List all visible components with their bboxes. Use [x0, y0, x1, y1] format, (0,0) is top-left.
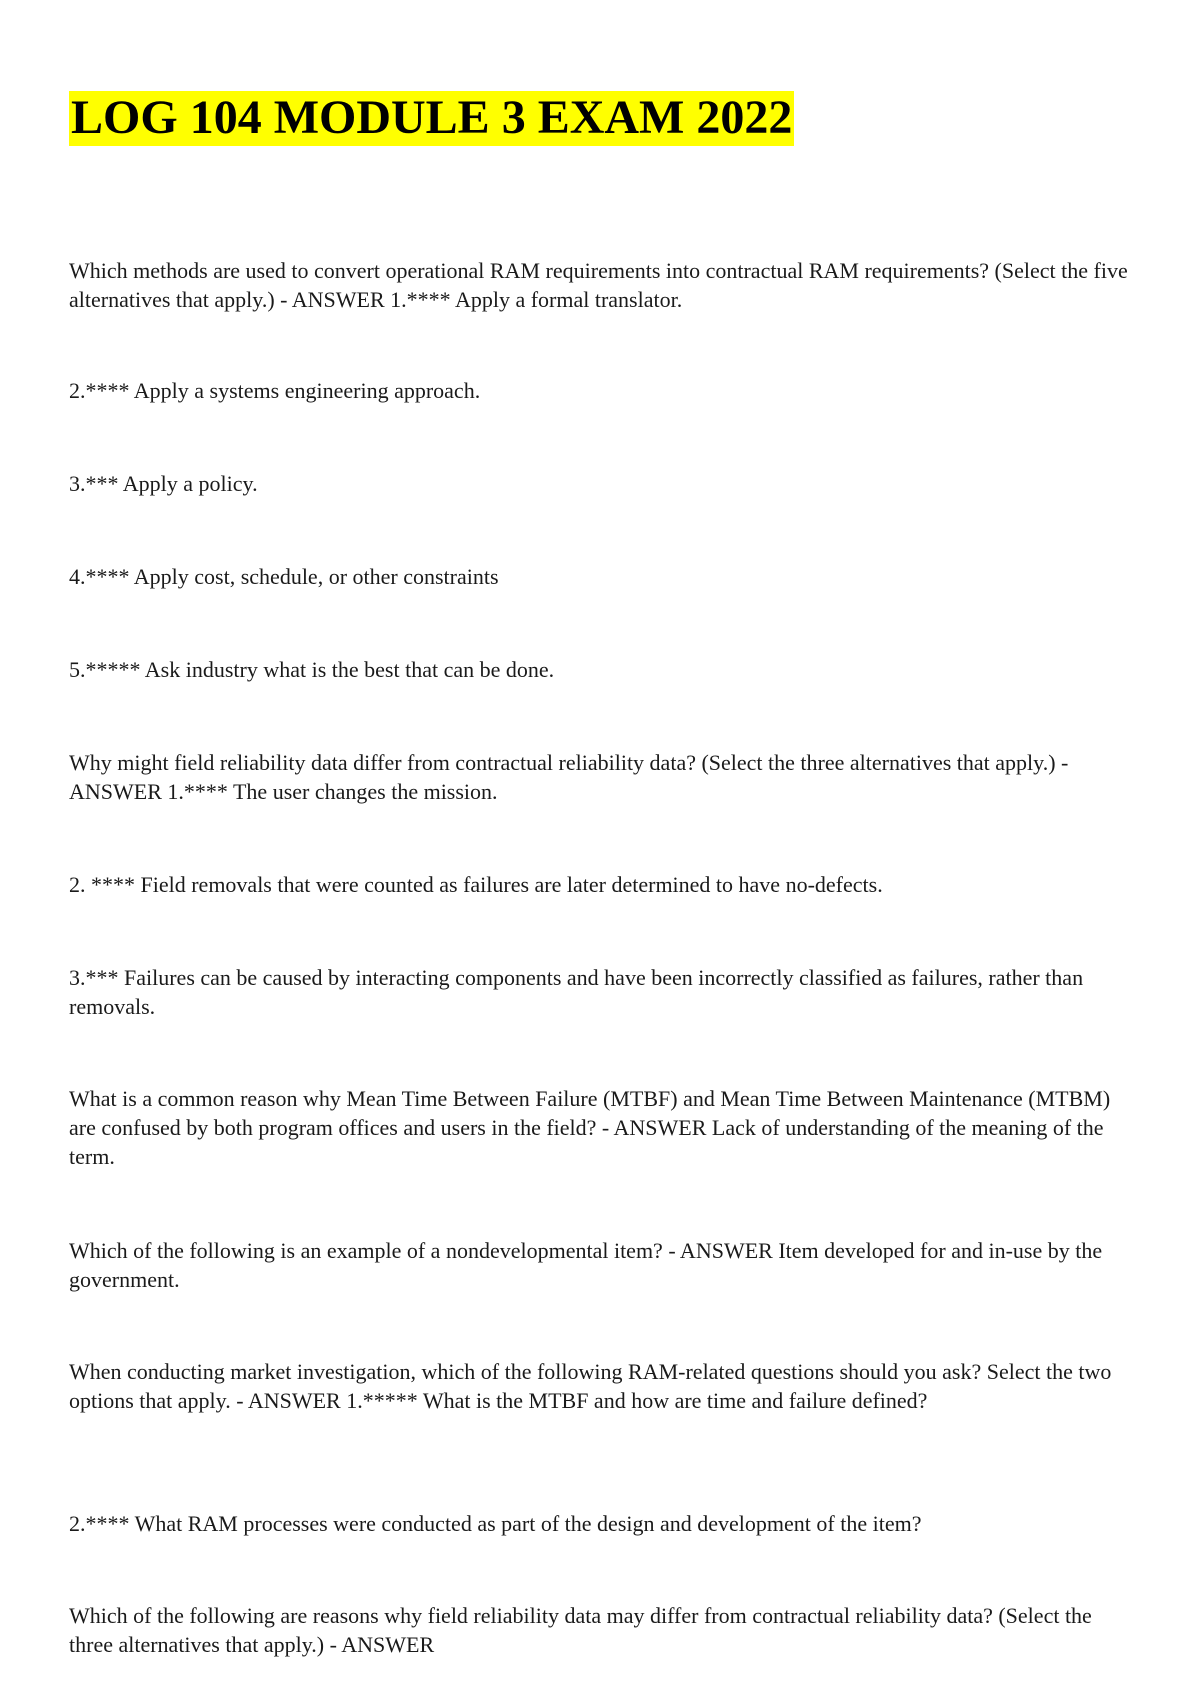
document-title — [69, 91, 794, 145]
question-4-paragraph: Which of the following is an example of a nondevelopmental item? - ANSWER Item developed for and in-use by the government. — [69, 1238, 1103, 1292]
question-5-paragraph: When conducting market investigation, which of the following RAM-related questions should you ask? Select the two options that apply. - ANSWER 1.***** What is the MTBF and how are time and failure defined? — [69, 1359, 1112, 1413]
answer-item-paragraph: 3.*** Failures can be caused by interacting components and have been incorrectly classified as failures, rather than removals. — [69, 965, 1084, 1019]
answer-item-paragraph: 2.**** Apply a systems engineering approach. — [69, 378, 481, 403]
answer-item-paragraph: 5.***** Ask industry what is the best that can be done. — [69, 657, 555, 682]
title-highlight: LOG 104 MODULE 3 EXAM 2022 — [71, 91, 793, 144]
answer-item-paragraph: 2. **** Field removals that were counted as failures are later determined to have no-defects. — [69, 872, 883, 897]
answer-item-paragraph: 3.*** Apply a policy. — [69, 471, 258, 496]
question-1-paragraph: Which methods are used to convert operational RAM requirements into contractual RAM requirements? (Select the five alternatives that apply.) - ANSWER 1.**** Apply a formal translator. — [69, 258, 1128, 312]
question-2-paragraph: Why might field reliability data differ from contractual reliability data? (Select the three alternatives that apply.) - ANSWER 1.**** The user changes the mission. — [69, 750, 1069, 804]
question-6-paragraph: Which of the following are reasons why field reliability data may differ from contractual reliability data? (Select the three alternatives that apply.) - ANSWER — [69, 1603, 1092, 1657]
question-3-paragraph: What is a common reason why Mean Time Between Failure (MTBF) and Mean Time Between Maintenance (MTBM) are confused by both program offices and users in the field? - ANSWER Lack of understanding of the meaning of the term. — [69, 1086, 1111, 1169]
answer-item-paragraph: 2.**** What RAM processes were conducted as part of the design and development of the item? — [69, 1511, 922, 1536]
answer-item-paragraph: 4.**** Apply cost, schedule, or other constraints — [69, 564, 499, 589]
